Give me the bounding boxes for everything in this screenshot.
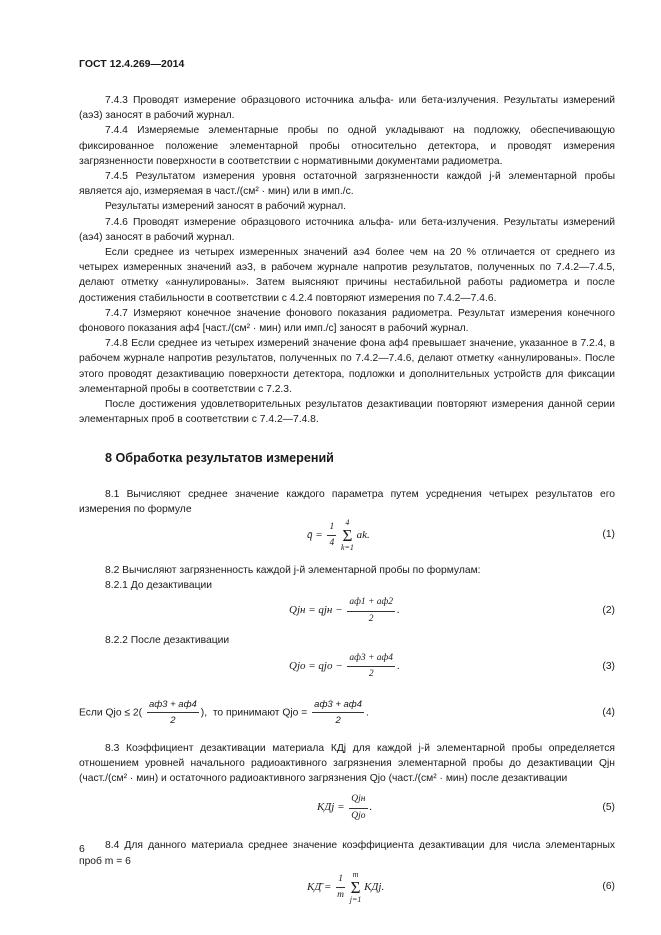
formula-4-condition-num: aф3 + aф4: [147, 697, 199, 713]
formula-6-sum-bottom: j=1: [349, 894, 362, 904]
formula-1-coef-den: 4: [329, 538, 335, 549]
formula-2-number: (2): [602, 605, 615, 617]
paragraph-8-2-1: 8.2.1 До дезактивации: [105, 580, 212, 592]
formula-3-lhs: Qjo = qjo −: [289, 659, 343, 672]
formula-1-sum-top: 4: [345, 518, 350, 528]
sum-sign-icon: Σ: [350, 877, 361, 897]
formula-1-sum-bottom: k=1: [340, 543, 354, 553]
paragraph-7-4-3: 7.4.3 Проводят измерение образцового источника альфа- или бета-излучения. Результаты измерений (aэ3) заносят в рабочий журнал.: [79, 95, 615, 122]
formula-6: [79, 869, 615, 903]
section-8-title: 8 Обработка результатов измерений: [105, 451, 334, 466]
formula-6-term: КДj.: [364, 880, 385, 893]
formula-1-number: (1): [602, 529, 615, 541]
formula-2-tail: .: [396, 604, 400, 617]
paragraph-7-4-6: 7.4.6 Проводят измерение образцового источника альфа- или бета-излучения. Результаты измерений (aэ4) заносят в рабочий журнал.: [79, 216, 615, 243]
page-number: 6: [79, 843, 85, 855]
paragraph-7-4-6-note: Если среднее из четырех измеренных значений aэ4 более чем на 20 % отличается от среднего из четырех измеренных значений aэ3, в рабочем журнале напротив результатов, полученных по 7.4.2—7.4.5, делают отметку «аннулированы». Затем выясняют причины нестабильной работы радиометра и после достижения стабильности в соответствии с 4.2.4 повторяют измерения по 7.4.2—7.4.6.: [79, 247, 615, 304]
formula-5-den: Qjo: [351, 810, 366, 821]
formula-5-num: Qjн: [349, 792, 367, 808]
document-header: ГОСТ 12.4.269—2014: [79, 58, 185, 70]
formula-4: [79, 695, 615, 729]
formula-6-coef-den: m: [337, 889, 345, 900]
formula-4-den: 2: [335, 714, 341, 726]
document-body: [79, 93, 615, 903]
formula-4-then: то принимают Qjo =: [212, 707, 308, 719]
formula-2: [79, 593, 615, 627]
formula-3-number: (3): [602, 660, 615, 672]
formula-6-number: (6): [602, 880, 615, 892]
formula-4-num: aф3 + aф4: [312, 697, 364, 713]
formula-4-condition: Если Qjo ≤ 2(: [79, 707, 143, 719]
formula-5-number: (5): [602, 802, 615, 814]
paragraph-7-4-8: 7.4.8 Если среднее из четырех измерений значение фона aф4 превышает значение, указанное в 7.2.4, в рабочем журнале напротив результатов, полученных по 7.4.2—7.4.6, делают отметку «аннулированы». После этого проводят дезактивацию поверхности детектора, подложки и дополнительных устройств для фиксации элементарной пробы в соответствии с 7.2.3.: [79, 338, 615, 395]
formula-2-lhs: Qjн = qjн −: [289, 604, 343, 617]
paragraph-7-4-8-repeat: После достижения удовлетворительных результатов дезактивации повторяют измерения данной серии элементарных проб в соответствии с 7.4.2—7.4.8.: [79, 399, 615, 426]
formula-6-lhs: КД̄ =: [307, 880, 332, 893]
paragraph-8-4: 8.4 Для данного материала среднее значение коэффициента дезактивации для числа элементарных проб m = 6: [79, 840, 615, 867]
paragraph-7-4-5-journal: Результаты измерений заносят в рабочий журнал.: [105, 201, 346, 213]
formula-4-number: (4): [602, 706, 615, 718]
formula-1-term: ak.: [356, 529, 370, 542]
formula-5: [79, 786, 615, 826]
paragraph-8-1: 8.1 Вычисляют среднее значение каждого параметра путем усреднения четырех результатов его измерения по формуле: [79, 488, 615, 515]
paragraph-7-4-5: 7.4.5 Результатом измерения уровня остаточной загрязненности каждой j-й элементарной пробы является ajo, измеряемая в част./(см² · мин) или в имп./с.: [79, 171, 615, 198]
formula-4-condition-den: 2: [170, 714, 176, 726]
formula-1-coef-num: 1: [327, 520, 336, 536]
sum-sign-icon: Σ: [342, 526, 353, 546]
formula-6-coef-num: 1: [336, 872, 345, 888]
paragraph-7-4-7: 7.4.7 Измеряют конечное значение фонового показания радиометра. Результат измерения конечного фонового показания aф4 [част./(см² · мин) или имп./с] заносят в рабочий журнал.: [79, 307, 615, 335]
paragraph-8-2: 8.2 Вычисляют загрязненность каждой j-й элементарной пробы по формулам:: [105, 565, 481, 577]
formula-3-num: aф3 + aф4: [347, 651, 395, 667]
formula-6-sum-top: m: [352, 869, 359, 879]
paragraph-7-4-4: 7.4.4 Измеряемые элементарные пробы по одной укладывают на подложку, обеспечивающую фиксированное положение элементарной пробы относительно детектора, и проводят измерения загрязненности поверхности в соответствии с нормативными документами радиометра.: [79, 125, 615, 167]
formula-3: [79, 649, 615, 683]
formula-1-lhs: q̄ =: [307, 529, 323, 542]
formula-3-den: 2: [368, 668, 374, 679]
formula-3-tail: .: [397, 659, 400, 672]
paragraph-8-3: 8.3 Коэффициент дезактивации материала КДj для каждой j-й элементарной пробы определяется отношением уровней начального радиоактивного загрязнения элементарной пробы до дезактивации Qjн (част./(см² · мин) и остаточного радиоактивного загрязнения Qjo (част./(см² · мин) после дезактивации: [79, 742, 615, 785]
formula-4-condition-close: ),: [200, 707, 208, 719]
formula-5-lhs: КДj =: [317, 801, 345, 814]
paragraph-8-2-2: 8.2.2 После дезактивации: [105, 635, 230, 647]
formula-2-num: aф1 + aф2: [347, 595, 395, 611]
formula-5-tail: .: [369, 801, 373, 814]
formula-1: [79, 517, 615, 551]
formula-2-den: 2: [368, 613, 374, 624]
formula-4-tail: .: [366, 707, 369, 719]
